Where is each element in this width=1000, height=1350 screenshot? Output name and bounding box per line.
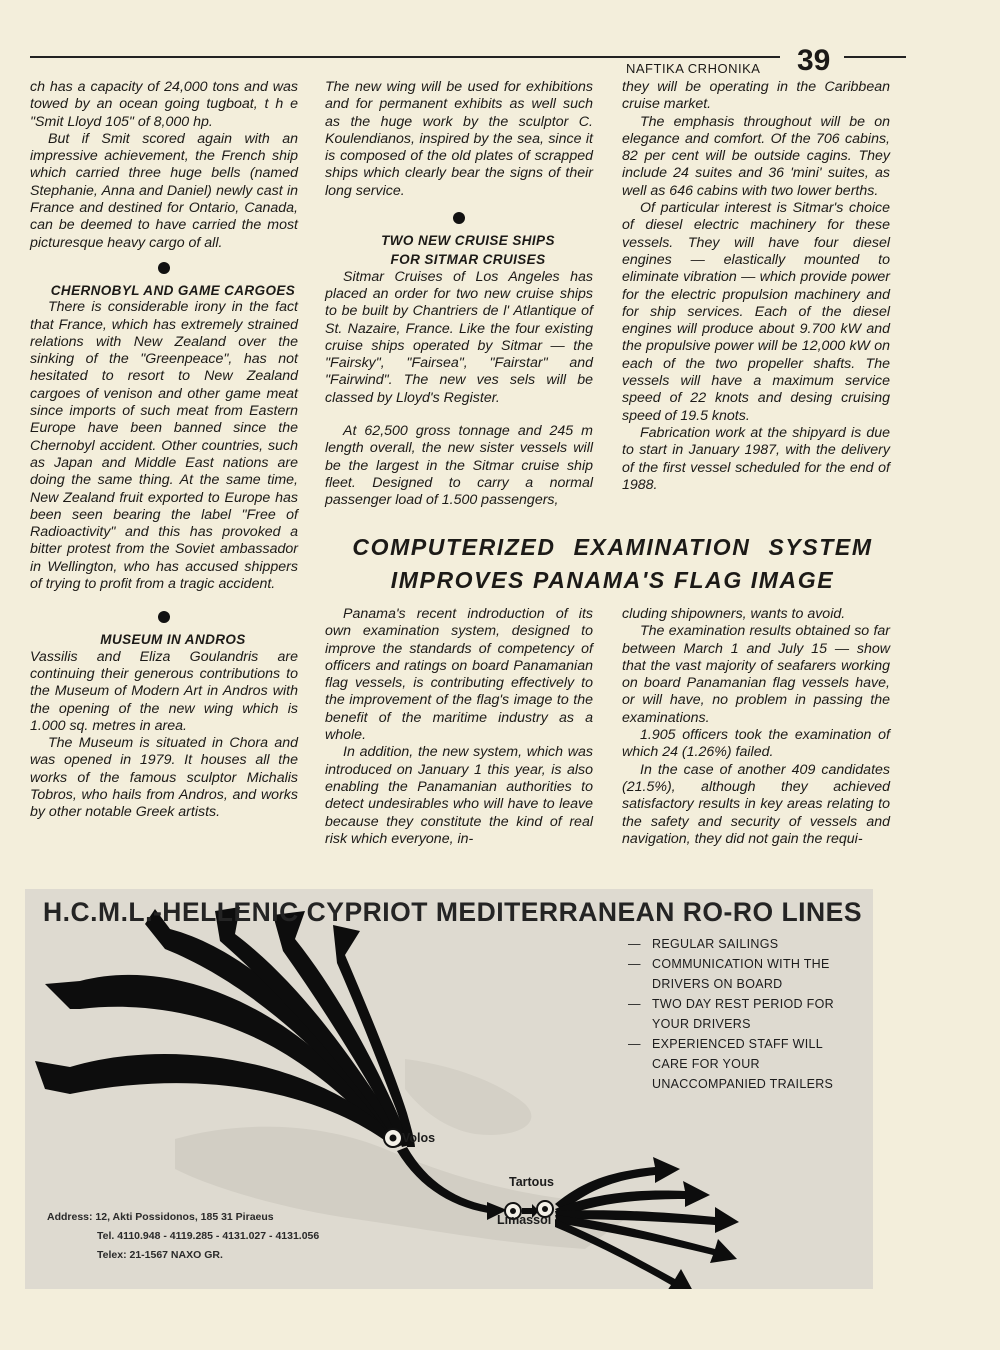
- paragraph: Panama's recent indroduction of its own examination system, designed to improve the standards of competency of officers and ratings on board Panamanian flag vessels, is contributing effectively to the improvement of the flag's image to the benefit of the maritime industry as a whole.: [325, 606, 593, 744]
- section-heading-cruise-line2: FOR SITMAR CRUISES: [390, 252, 546, 268]
- header-rule-left: [30, 56, 780, 58]
- section-heading-chernobyl: CHERNOBYL AND GAME CARGOES: [50, 282, 296, 298]
- section-heading-museum: MUSEUM IN ANDROS: [100, 632, 246, 648]
- paragraph: 1.905 officers took the examination of which 24 (1.26%) failed.: [622, 727, 890, 761]
- paragraph: In the case of another 409 candidates (21.5%), although they achieved satisfactory results in key areas relating to the safety and security of vessels and navigation, they did not gain the requi-: [622, 761, 890, 847]
- ad-feature-item: — EXPERIENCED STAFF WILL CARE FOR YOUR UNACCOMPANIED TRAILERS: [628, 1034, 838, 1094]
- volos-port-dot: [390, 1135, 397, 1142]
- ad-feature-item: — COMMUNICATION WITH THE DRIVERS ON BOARD: [628, 954, 838, 994]
- feature-headline-line2: IMPROVES PANAMA'S FLAG IMAGE: [390, 567, 835, 593]
- ad-feature-list: [628, 934, 838, 1094]
- ad-feature-item: — REGULAR SAILINGS: [628, 934, 838, 954]
- paragraph: Vassilis and Eliza Goulandris are continuing their generous contributions to the Museum of Modern Art in Andros with the opening of the new wing which is 1.000 sq. metres in area.: [30, 648, 298, 734]
- section-heading-cruise-line1: TWO NEW CRUISE SHIPS: [381, 233, 555, 249]
- paragraph: But if Smit scored again with an impressive achievement, the French ship which carried three huge bells (named Stephanie, Anna and Daniel) newly cast in France and destined for Ontario, Canada, can be deemed to have carried the most picturesque heavy cargo of all.: [30, 130, 298, 251]
- paragraph: The emphasis throughout will be on elegance and comfort. Of the 706 cabins, 82 per cent will be outside cagins. They include 24 suites and 36 'mini' suites, as well as 646 cabins with two lower berths.: [622, 113, 890, 199]
- publication-name: NAFTIKA CRHONIKA: [626, 61, 761, 76]
- dash: —: [628, 957, 641, 971]
- feature-headline-line1: COMPUTERIZED EXAMINATION SYSTEM: [352, 534, 873, 560]
- paragraph: The examination results obtained so far between March 1 and July 15 — show that the vast majority of seafarers working on board Panamanian flag vessels have, or will have, no problem in passing the examinations.: [622, 623, 890, 726]
- paragraph: Sitmar Cruises of Los Angeles has placed an order for two new cruise ships to be built by Chantriers de l' Atlantique of St. Nazaire, France. Like the four existing cruise ships operated by Sitmar — the "Fairsky", "Fairsea", "Fairstar" and "Fairwind". The new ves sels will be classed by Lloyd's Register.: [325, 268, 593, 406]
- article-column-3: [622, 79, 890, 494]
- section-bullet: [158, 262, 170, 274]
- port-label-tartous: Tartous: [509, 1175, 554, 1189]
- map-landmass: [405, 1059, 531, 1135]
- dash: —: [628, 997, 641, 1011]
- hcml-advertisement: [25, 889, 873, 1289]
- paragraph: In addition, the new system, which was introduced on January 1 this year, is also enabling the Panamanian authorities to detect undesirables who will have to leave because they constitute the kind of real risk which everyone, in-: [325, 744, 593, 847]
- limassol-port-dot: [542, 1206, 548, 1212]
- section-bullet: [453, 212, 465, 224]
- paragraph: The Museum is situated in Chora and was opened in 1979. It houses all the works of the famous sculptor Michalis Tobros, who hails from Andros, and works by other notable Greek artists.: [30, 735, 298, 821]
- paragraph: cluding shipowners, wants to avoid.: [622, 606, 846, 622]
- section-bullet: [158, 611, 170, 623]
- paragraph: Of particular interest is Sitmar's choice of diesel electric machinery for these vessels. They will have four diesel engines — elastically mounted to eliminate vibration — which provide power for the electric propulsion machinery and for ship services. Each of the diesel engines will produce about 9.700 kW and the propulsive power will be 12,000 kW on each of the two propeller shafts. The vessels will have a maximum service speed of 22 knots and desing cruising speed of 19.5 knots.: [622, 200, 890, 424]
- feature-column-a: [325, 606, 593, 848]
- paragraph: ch has a capacity of 24,000 tons and was towed by an ocean going tugboat, t h e "Smit Lloyd 105" of 8,000 hp.: [30, 79, 298, 130]
- paragraph: There is considerable irony in the fact that France, which has extremely strained relations with New Zealand over the sinking of the "Greenpeace", has not hesitated to resort to New Zealand cargoes of venison and other game meat since imports of such meat from Eastern Europe have been banned since the Chernobyl accident. Other countries, such as Japan and Middle East nations are doing the same thing. At the same time, New Zealand fruit exported to Europe has been seen bearing the label "Free of Radioactivity" and this has provoked a bitter protest from the Soviet ambassador in Wellington, who has accused shippers of trying to profit from a tragic accident.: [30, 299, 298, 593]
- port-label-volos: Volos: [402, 1131, 436, 1145]
- ad-telephone: Tel. 4110.948 - 4119.285 - 4131.027 - 4131.056: [97, 1230, 320, 1242]
- dash: —: [628, 937, 641, 951]
- ad-address: Address: 12, Akti Possidonos, 185 31 Piraeus: [47, 1211, 274, 1223]
- ad-telex: Telex: 21-1567 NAXO GR.: [97, 1249, 223, 1261]
- paragraph: Fabrication work at the shipyard is due to start in January 1987, with the delivery of the first vessel scheduled for the end of 1988.: [622, 424, 890, 493]
- paragraph: The new wing will be used for exhibitions and for permanent exhibits as well such as the huge work by the sculptor C. Koulendianos, inspired by the sea, since it is composed of the old plates of scrapped ships which clearly bear the signs of their long service.: [325, 79, 593, 199]
- route-arrows-west: [35, 907, 415, 1147]
- article-column-1: [30, 79, 298, 822]
- header-rule-right: [844, 56, 906, 58]
- paragraph: At 62,500 gross tonnage and 245 m length overall, the new sister vessels will be the largest in the Sitmar cruise ship fleet. Designed to carry a normal passenger load of 1.500 passengers,: [325, 423, 593, 509]
- port-label-limassol: Limassol: [497, 1213, 552, 1227]
- dash: —: [628, 1037, 641, 1051]
- article-column-2: [325, 79, 593, 510]
- ad-feature-item: — TWO DAY REST PERIOD FOR YOUR DRIVERS: [628, 994, 838, 1034]
- ad-title: H.C.M.L.-HELLENIC CYPRIOT MEDITERRANEAN RO-RO LINES: [43, 897, 863, 927]
- route-arrows-east: [555, 1157, 739, 1289]
- page-number: 39: [797, 44, 831, 77]
- feature-column-b: [622, 606, 890, 848]
- paragraph: they will be operating in the Caribbean cruise market.: [622, 79, 890, 113]
